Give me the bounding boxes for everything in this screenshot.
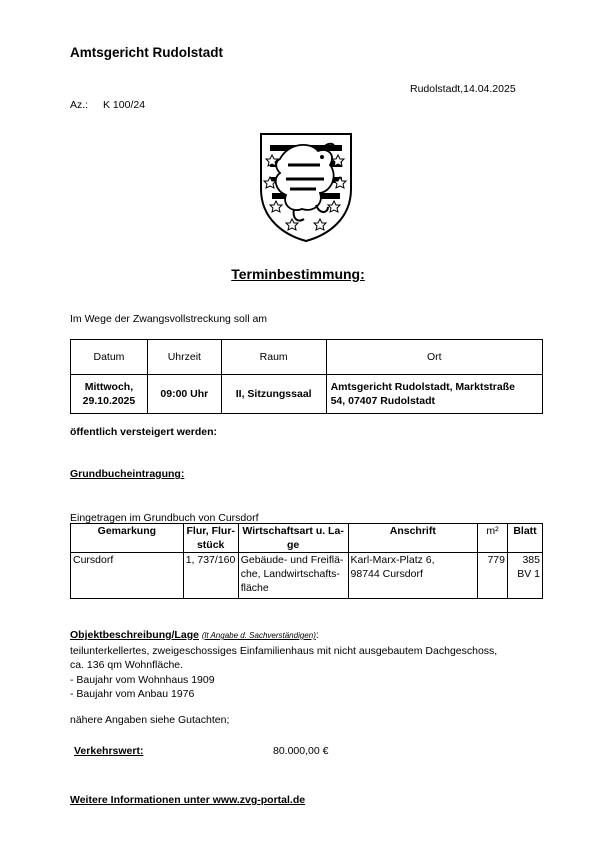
date-value: 29.10.2025: [82, 395, 136, 407]
header-blatt: Blatt: [508, 524, 543, 553]
object-description: [70, 628, 540, 702]
court-name: Amtsgericht Rudolstadt: [70, 45, 224, 60]
header-time: Uhrzeit: [147, 340, 221, 375]
cell-blatt: [508, 553, 543, 599]
place-line2: 54, 07407 Rudolstadt: [330, 395, 436, 407]
object-line1: teilunterkellertes, zweigeschossiges Einfamilienhaus mit nicht ausgebautem Dachgeschoss,: [70, 644, 498, 657]
place-date: Rudolstadt,14.04.2025: [410, 83, 516, 95]
header-wirtschaftsart: [238, 524, 348, 553]
header-area: m²: [478, 524, 508, 553]
header-place: Ort: [326, 340, 542, 375]
intro-text: Im Wege der Zwangsvollstreckung soll am: [70, 313, 268, 325]
object-title: Objektbeschreibung/Lage: [70, 629, 199, 641]
auction-room: II, Sitzungssaal: [221, 375, 326, 414]
cell-area: 779: [478, 553, 508, 599]
auction-date: [71, 375, 148, 414]
object-heading: [70, 628, 540, 644]
object-colon: :: [315, 629, 319, 641]
header-gemarkung: Gemarkung: [71, 524, 184, 553]
sold-text: öffentlich versteigert werden:: [70, 426, 218, 438]
cell-anschrift: [348, 553, 478, 599]
header-flur-line2: stück: [196, 539, 225, 551]
land-register-heading: Grundbucheintragung:: [70, 468, 185, 480]
place-line1: Amtsgericht Rudolstadt, Marktstraße: [330, 381, 515, 393]
cell-gemarkung: Cursdorf: [71, 553, 184, 599]
anschrift-line1: Karl-Marx-Platz 6,: [350, 554, 435, 566]
object-line3: - Baujahr vom Wohnhaus 1909: [70, 673, 215, 686]
date-weekday: Mittwoch,: [84, 381, 134, 393]
header-room: Raum: [221, 340, 326, 375]
object-note: (lt Angabe d. Sachverständigen): [201, 631, 316, 640]
page-title: Terminbestimmung:: [231, 266, 365, 282]
auction-place: [326, 375, 542, 414]
anschrift-line2: 98744 Cursdorf: [350, 568, 423, 580]
more-info-link-text: Weitere Informationen unter www.zvg-portal.de: [70, 794, 306, 806]
reference: [70, 99, 146, 111]
reference-number: K 100/24: [103, 99, 146, 111]
table-row: [71, 375, 543, 414]
header-wirtschaft-line2: ge: [286, 539, 300, 551]
blatt-line2: BV 1: [517, 568, 540, 580]
wirtschaft-line3: fläche: [240, 582, 269, 594]
header-anschrift: Anschrift: [348, 524, 478, 553]
object-line4: - Baujahr vom Anbau 1976: [70, 688, 195, 700]
further-details: nähere Angaben siehe Gutachten;: [70, 714, 230, 726]
reference-label: Az.:: [70, 99, 89, 111]
wirtschaft-line1: Gebäude- und Freiflä-: [240, 554, 344, 566]
auction-table: [70, 339, 543, 414]
header-date: Datum: [71, 340, 148, 375]
blatt-line1: 385: [522, 554, 540, 566]
auction-table-header: [71, 340, 543, 375]
register-table: [70, 523, 543, 599]
header-wirtschaft-line1: Wirtschaftsart u. La-: [242, 525, 344, 537]
header-flur-line1: Flur, Flur-: [186, 525, 235, 537]
registered-in-text: Eingetragen im Grundbuch von Cursdorf: [70, 512, 259, 524]
cell-wirtschaftsart: [238, 553, 348, 599]
coat-of-arms-image: [258, 131, 354, 243]
table-row: [71, 553, 543, 599]
market-value: 80.000,00 €: [273, 745, 329, 757]
register-table-header: [71, 524, 543, 553]
cell-flur: 1, 737/160: [183, 553, 238, 599]
object-line2: ca. 136 qm Wohnfläche.: [70, 659, 184, 671]
auction-time: 09:00 Uhr: [147, 375, 221, 414]
header-flur: [183, 524, 238, 553]
market-value-label: Verkehrswert:: [74, 745, 144, 757]
wirtschaft-line2: che, Landwirtschafts-: [240, 568, 340, 580]
